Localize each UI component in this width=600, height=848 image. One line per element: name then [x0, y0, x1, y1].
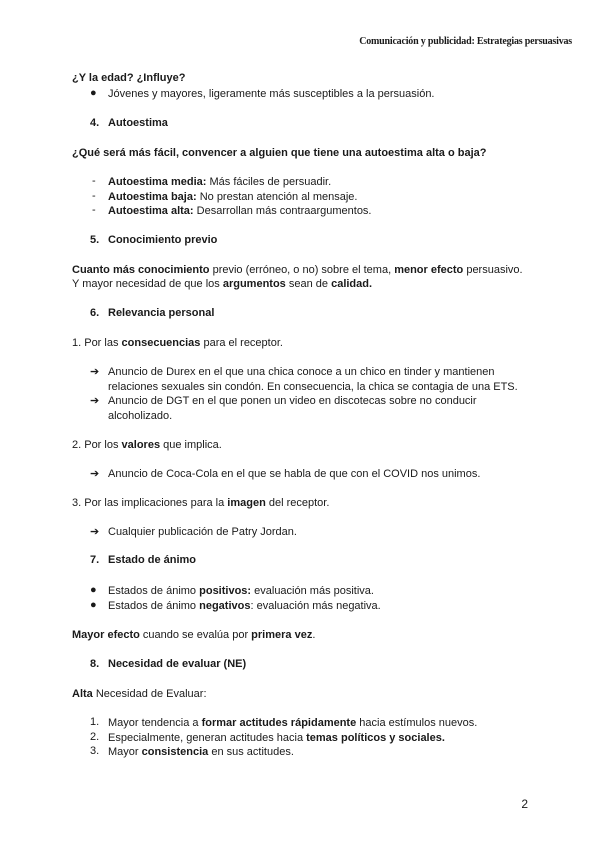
section-4-title: Autoestima: [108, 117, 168, 129]
section-6-number: 6.: [90, 307, 100, 319]
example-line: Anuncio de Coca-Cola en el que se habla de que con el COVID nos unimos.: [108, 468, 481, 480]
bullet-icon: ●: [90, 584, 97, 596]
section-5-title: Conocimiento previo: [108, 234, 218, 246]
ne-intro: Alta Necesidad de Evaluar:: [72, 688, 207, 700]
section-8-number: 8.: [90, 658, 100, 670]
list-item: Mayor consistencia en sus actitudes.: [108, 746, 294, 758]
dash-icon: -: [92, 175, 96, 187]
mood-bullet-positive: Estados de ánimo positivos: evaluación más positiva.: [108, 585, 374, 597]
arrow-icon: ➔: [90, 526, 100, 538]
mood-bullet-negative: Estados de ánimo negativos: evaluación más negativa.: [108, 600, 381, 612]
mood-conclusion: Mayor efecto cuando se evalúa por primera vez.: [72, 629, 316, 641]
page-number: 2: [521, 797, 528, 811]
section-5-number: 5.: [90, 234, 100, 246]
age-question: ¿Y la edad? ¿Influye?: [72, 72, 186, 84]
section-4-number: 4.: [90, 117, 100, 129]
list-number: 1.: [90, 716, 100, 728]
age-bullet: Jóvenes y mayores, ligeramente más susceptibles a la persuasión.: [108, 88, 435, 100]
example-line: relaciones sexuales sin condón. En consecuencia, la chica se contagia de una ETS.: [108, 381, 518, 393]
bullet-icon: ●: [90, 599, 97, 611]
section-4-question: ¿Qué será más fácil, convencer a alguien que tiene una autoestima alta o baja?: [72, 147, 487, 159]
example-line: alcoholizado.: [108, 410, 173, 422]
list-number: 2.: [90, 731, 100, 743]
dash-icon: -: [92, 204, 96, 216]
section-5-line-2: Y mayor necesidad de que los argumentos sean de calidad.: [72, 278, 373, 290]
section-7-number: 7.: [90, 554, 100, 566]
relevance-point-3: 3. Por las implicaciones para la imagen del receptor.: [72, 497, 330, 509]
section-7-title: Estado de ánimo: [108, 554, 197, 566]
section-8-title: Necesidad de evaluar (NE): [108, 658, 247, 670]
arrow-icon: ➔: [90, 395, 100, 407]
dash-icon: -: [92, 190, 96, 202]
list-item: Autoestima media: Más fáciles de persuadir.: [108, 176, 332, 188]
bullet-icon: ●: [90, 87, 97, 99]
list-item: Autoestima alta: Desarrollan más contraargumentos.: [108, 205, 372, 217]
section-6-title: Relevancia personal: [108, 307, 215, 319]
example-line: Anuncio de Durex en el que una chica conoce a un chico en tinder y mantienen: [108, 366, 495, 378]
list-item: Autoestima baja: No prestan atención al mensaje.: [108, 191, 358, 203]
relevance-point-1: 1. Por las consecuencias para el receptor.: [72, 337, 283, 349]
arrow-icon: ➔: [90, 366, 100, 378]
arrow-icon: ➔: [90, 468, 100, 480]
example-line: Cualquier publicación de Patry Jordan.: [108, 526, 297, 538]
list-number: 3.: [90, 745, 100, 757]
relevance-point-2: 2. Por los valores que implica.: [72, 439, 222, 451]
section-5-line-1: Cuanto más conocimiento previo (erróneo, o no) sobre el tema, menor efecto persuasivo.: [72, 264, 523, 276]
page-header: Comunicación y publicidad: Estrategias persuasivas: [359, 36, 572, 47]
list-item: Mayor tendencia a formar actitudes rápidamente hacia estímulos nuevos.: [108, 717, 478, 729]
list-item: Especialmente, generan actitudes hacia temas políticos y sociales.: [108, 732, 445, 744]
example-line: Anuncio de DGT en el que ponen un video en discotecas sobre no conducir: [108, 395, 477, 407]
